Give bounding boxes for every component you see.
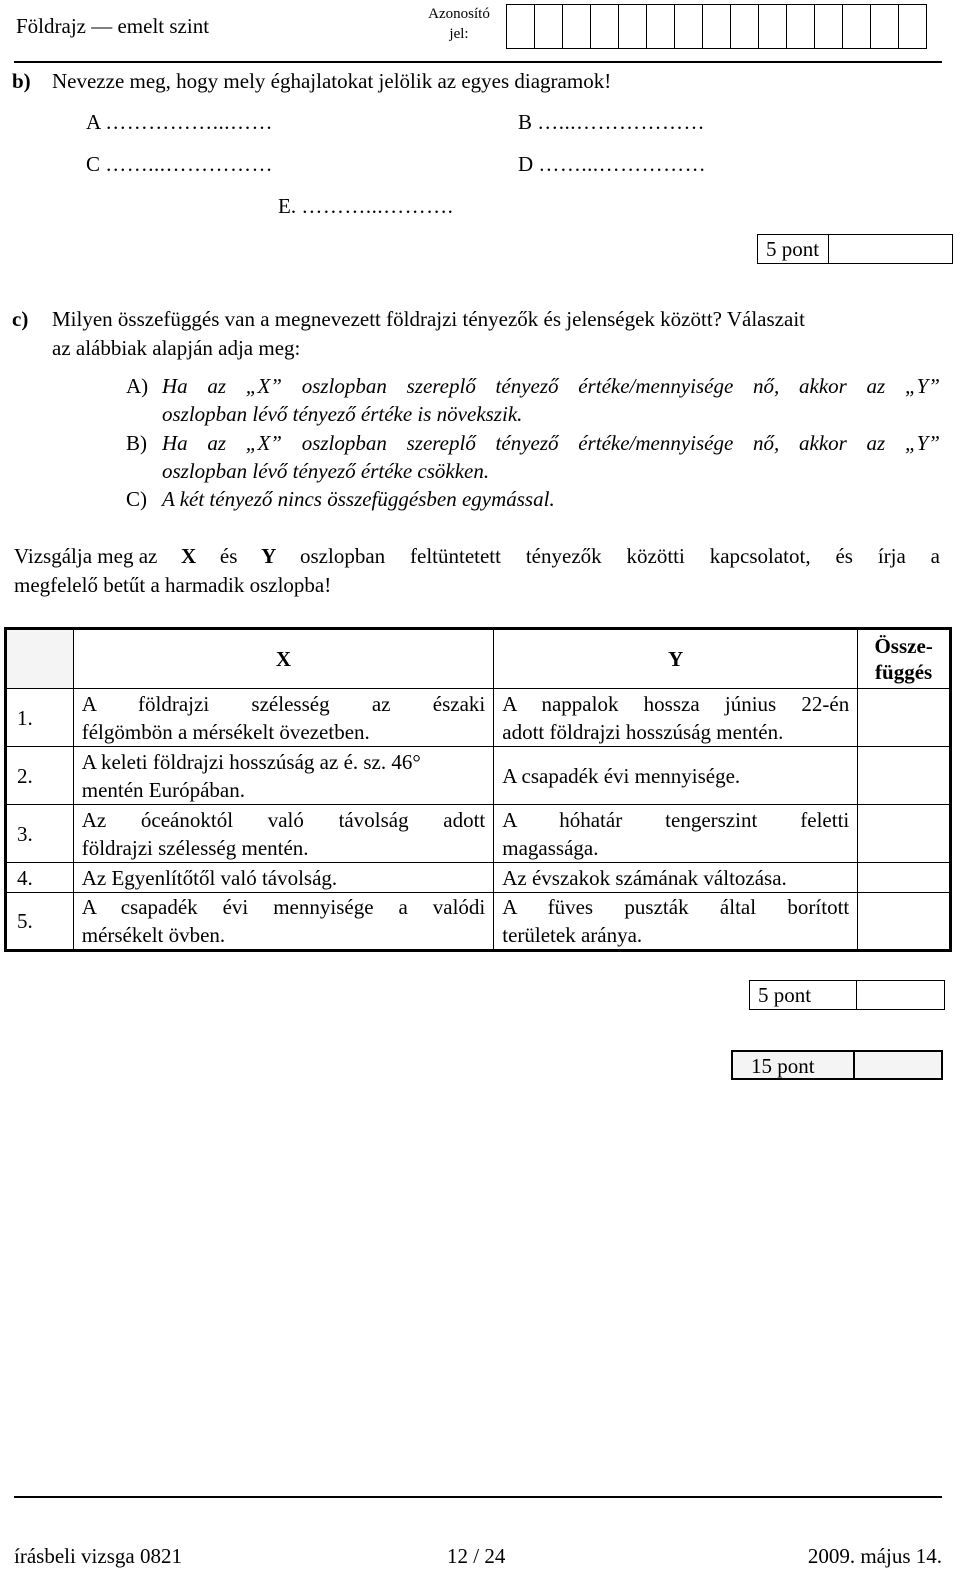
footer-date: 2009. május 14. <box>807 1544 942 1568</box>
section-b-label: b) <box>12 69 31 93</box>
row-y: Az évszakok számának változása. <box>494 863 858 893</box>
identifier-box[interactable] <box>758 4 787 49</box>
row-number: 3. <box>6 805 74 863</box>
row-answer-cell[interactable] <box>858 689 951 747</box>
identifier-box[interactable] <box>590 4 619 49</box>
option-a-key: A) <box>126 374 149 398</box>
table-header-num <box>6 629 74 689</box>
row-x: A keleti földrajzi hosszúság az é. sz. 46° mentén Európában. <box>73 747 494 805</box>
row-y: A csapadék évi mennyisége. <box>494 747 858 805</box>
identifier-box[interactable] <box>786 4 815 49</box>
row-number: 1. <box>6 689 74 747</box>
table-header-relation: Össze- függés <box>858 629 951 689</box>
row-x: Az óceánoktól való távolság adott földrajzi szélesség mentén. <box>73 805 494 863</box>
total-score-input[interactable] <box>855 1050 943 1080</box>
section-c-label: c) <box>12 307 29 331</box>
footer-page-number: 12 / 24 <box>447 1544 506 1568</box>
identifier-box[interactable] <box>842 4 871 49</box>
identifier-box[interactable] <box>702 4 731 49</box>
blank-c[interactable]: C ……...…………… <box>86 152 274 176</box>
row-answer-cell[interactable] <box>858 893 951 951</box>
footer-exam-code: írásbeli vizsga 0821 <box>14 1544 182 1568</box>
footer-rule <box>14 1496 942 1498</box>
row-y: A nappalok hossza június 22-én adott földrajzi hosszúság mentén. <box>494 689 858 747</box>
header-rule <box>14 61 942 63</box>
identifier-boxes <box>507 4 927 49</box>
row-number: 4. <box>6 863 74 893</box>
table-header-row <box>6 629 951 689</box>
section-b-score-box <box>757 234 953 264</box>
option-a-line2: oszlopban lévő tényező értéke is növekszik. <box>162 402 523 426</box>
row-answer-cell[interactable] <box>858 805 951 863</box>
row-y: A hóhatár tengerszint feletti magassága. <box>494 805 858 863</box>
row-number: 5. <box>6 893 74 951</box>
instruction-line1: Vizsgálja meg az X és Y oszlopban feltüntetett tényezők közötti kapcsolatot, és írja a <box>14 544 940 568</box>
option-c-line1: A két tényező nincs összefüggésben egymással. <box>162 487 555 511</box>
identifier-box[interactable] <box>814 4 843 49</box>
blank-e[interactable]: E. ………...………. <box>278 194 454 218</box>
identifier-box[interactable] <box>618 4 647 49</box>
relation-table <box>4 627 952 952</box>
blank-a[interactable]: A ……………...…… <box>86 110 274 134</box>
total-score-label: 15 pont <box>731 1050 855 1080</box>
row-x: Az Egyenlítőtől való távolság. <box>73 863 494 893</box>
row-y: A füves puszták által borított területek aránya. <box>494 893 858 951</box>
table-row <box>6 689 951 747</box>
row-answer-cell[interactable] <box>858 747 951 805</box>
identifier-box[interactable] <box>730 4 759 49</box>
identifier-box[interactable] <box>506 4 535 49</box>
identifier-box[interactable] <box>898 4 927 49</box>
option-c-key: C) <box>126 487 147 511</box>
table-header-y: Y <box>494 629 858 689</box>
option-b-line2: oszlopban lévő tényező értéke csökken. <box>162 459 490 483</box>
identifier-box[interactable] <box>674 4 703 49</box>
table-row <box>6 863 951 893</box>
table-row <box>6 747 951 805</box>
score-input[interactable] <box>829 234 953 264</box>
page-header-title: Földrajz — emelt szint <box>16 14 210 38</box>
option-b-line1: Ha az „X” oszlopban szereplő tényező értéke/mennyisége nő, akkor az „Y” <box>162 431 940 455</box>
identifier-box[interactable] <box>562 4 591 49</box>
row-x: A csapadék évi mennyisége a valódi mérsékelt övben. <box>73 893 494 951</box>
table-row <box>6 805 951 863</box>
table-header-x: X <box>73 629 494 689</box>
score-label: 5 pont <box>757 234 829 264</box>
section-c-score-box <box>749 980 945 1010</box>
row-x: A földrajzi szélesség az északi félgömbön a mérsékelt övezetben. <box>73 689 494 747</box>
row-number: 2. <box>6 747 74 805</box>
option-a-line1: Ha az „X” oszlopban szereplő tényező értéke/mennyisége nő, akkor az „Y” <box>162 374 940 398</box>
section-b-question: Nevezze meg, hogy mely éghajlatokat jelölik az egyes diagramok! <box>52 69 612 93</box>
instruction-line2: megfelelő betűt a harmadik oszlopba! <box>14 573 332 597</box>
option-b-key: B) <box>126 431 147 455</box>
score-input[interactable] <box>857 980 945 1010</box>
table-row <box>6 893 951 951</box>
identifier-box[interactable] <box>870 4 899 49</box>
total-score-box <box>731 1050 943 1080</box>
identifier-box[interactable] <box>534 4 563 49</box>
blank-b[interactable]: B …...……………… <box>518 110 706 134</box>
blank-d[interactable]: D ……...…………… <box>518 152 707 176</box>
identifier-label: Azonosító jel: <box>428 6 490 42</box>
section-c-question-line2: az alábbiak alapján adja meg: <box>52 336 301 360</box>
score-label: 5 pont <box>749 980 857 1010</box>
identifier-box[interactable] <box>646 4 675 49</box>
row-answer-cell[interactable] <box>858 863 951 893</box>
section-c-question-line1: Milyen összefüggés van a megnevezett földrajzi tényezők és jelenségek között? Válaszait <box>52 307 805 331</box>
